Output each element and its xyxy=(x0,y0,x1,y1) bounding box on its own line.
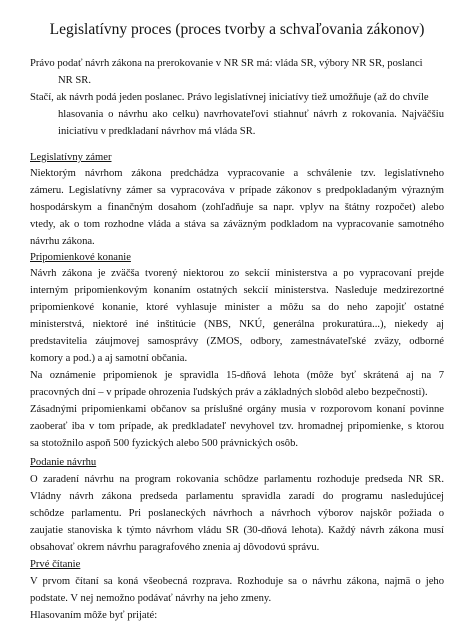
paragraph-line: zaujatie stanoviska k týmto návrhom vládu SR (30-dňová lehota). Každý návrh zákona musí xyxy=(30,525,444,536)
section-heading-legislativny-zamer: Legislatívny zámer xyxy=(30,152,112,163)
paragraph-line: iniciatívu v predkladaní návrhov má vláda SR. xyxy=(58,126,256,137)
paragraph-line: zaoberať iba v tom prípade, ak predkladateľ nevyhovel tzv. hromadnej pripomienke, s ktorou xyxy=(30,421,444,432)
paragraph-line: predstavitelia záujmovej samosprávy (ZMOS, odbory, zamestnávateľské zväzy, odborné xyxy=(30,336,444,347)
paragraph-line: zámeru. Legislatívny zámer sa vypracováva v prípade zákonov s predpokladaným výrazným xyxy=(30,185,444,196)
section-heading-podanie-navrhu: Podanie návrhu xyxy=(30,457,97,468)
paragraph-line: Hlasovaním môže byť prijaté: xyxy=(30,610,158,621)
paragraph-line: Zásadnými pripomienkami občanov sa príslušné orgány musia v rozporovom konaní povinne xyxy=(30,404,444,415)
paragraph-line: Na oznámenie pripomienok je spravidla 15-dňová lehota (môže byť skrátená aj na 7 xyxy=(30,370,444,381)
document-title: Legislatívny proces (proces tvorby a schvaľovania zákonov) xyxy=(49,21,425,38)
paragraph-line: pripomienkové konanie, ktoré vyhlasuje minister a môžu sa do neho zapojiť ostatné xyxy=(30,302,444,313)
paragraph-line: vtedy, ak o tom rozhodne vláda a stáva sa záväzným podkladom na vypracovanie samotného xyxy=(30,219,444,230)
paragraph-line: V prvom čítaní sa koná všeobecná rozprava. Rozhoduje sa o návrhu zákona, najmä o jeho xyxy=(30,576,444,587)
paragraph-line: schôdze parlamentu. Pri poslaneckých návrhoch a návrhoch výborov najskôr požiada o xyxy=(30,508,444,519)
section-heading-prve-citanie: Prvé čítanie xyxy=(30,559,81,570)
paragraph-line: podstate. V nej nemožno podávať návrhy na jeho zmeny. xyxy=(30,593,272,604)
paragraph-line: hlasovania o návrhu ako celku) navrhovateľovi stiahnuť návrh z rokovania. Najväčšiu xyxy=(58,109,444,120)
paragraph-line: Právo podať návrh zákona na prerokovanie v NR SR má: vláda SR, výbory NR SR, poslanci xyxy=(30,58,423,69)
paragraph-line: Stačí, ak návrh podá jeden poslanec. Právo legislatívnej iniciatívy tiež umožňuje (až do chvíle xyxy=(30,92,429,103)
paragraph-line: NR SR. xyxy=(58,75,91,86)
paragraph-line: hospodárskym a finančným dosahom (zohľadňuje sa napr. vplyv na štátny rozpočet) alebo xyxy=(30,202,444,213)
paragraph-line: sa stotožnilo aspoň 500 fyzických alebo 500 právnických osôb. xyxy=(30,438,299,449)
paragraph-line: Niektorým návrhom zákona predchádza vypracovanie a schválenie tzv. legislatívneho xyxy=(30,168,444,179)
paragraph-line: obsahovať okrem návrhu paragrafového znenia aj dôvodovú správu. xyxy=(30,542,320,553)
paragraph-line: O zaradení návrhu na program rokovania schôdze parlamentu rozhoduje predseda NR SR. xyxy=(30,474,444,485)
paragraph-line: Návrh zákona je zväčša tvorený niektorou zo sekcií ministerstva a po vypracovaní prejde xyxy=(30,268,444,279)
paragraph-line: návrhu zákona. xyxy=(30,236,95,247)
paragraph-line: komory a pod.) a aj samotní občania. xyxy=(30,353,188,364)
paragraph-line: Vládny návrh zákona predseda parlamentu spravidla zaradí do programu nasledujúcej xyxy=(30,491,444,502)
paragraph-line: pracovných dní – v prípade ohrozenia ľudských práv a základných slobôd alebo bezpečnosti). xyxy=(30,387,428,398)
paragraph-line: ministerstvá, niektoré iné inštitúcie (NBS, NKÚ, generálna prokuratúra...), niekedy aj xyxy=(30,319,444,330)
paragraph-line: interným pripomienkovým konaním ostatných sekcií ministerstva. Nasleduje medzirezortné xyxy=(30,285,444,296)
section-heading-pripomienkove-konanie: Pripomienkové konanie xyxy=(30,252,131,263)
